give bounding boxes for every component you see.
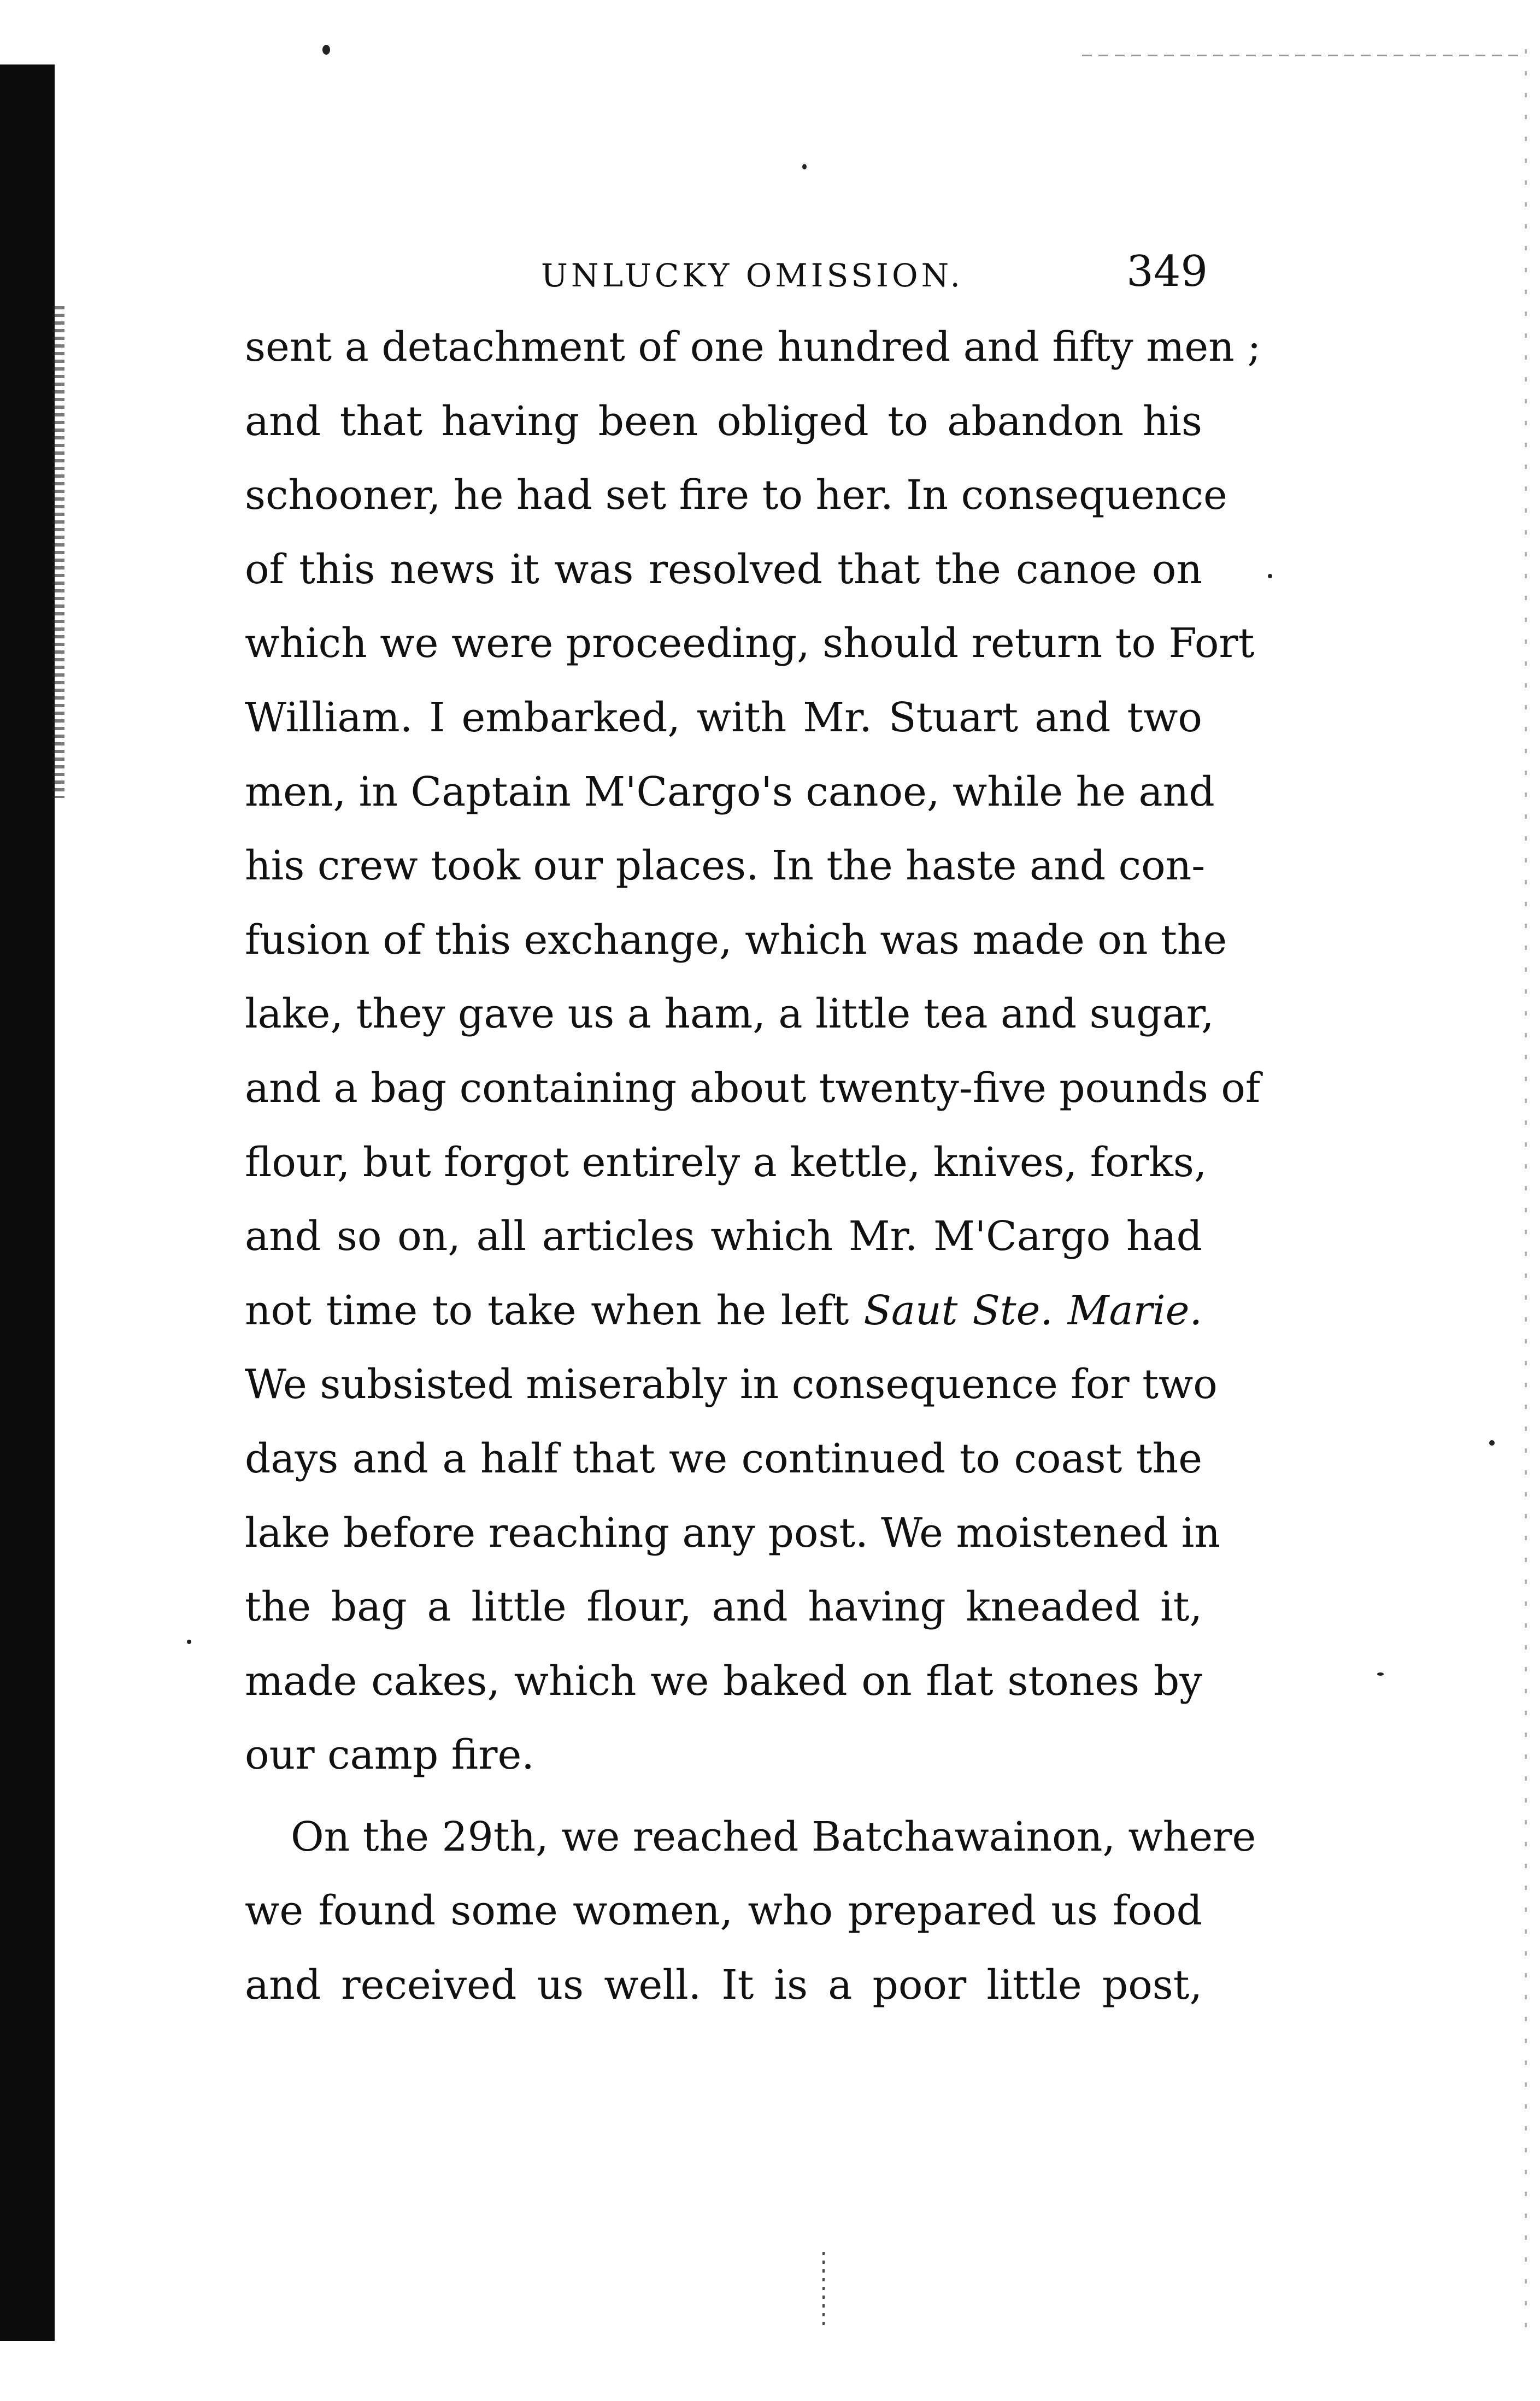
- scan-speck: [1377, 1672, 1384, 1676]
- text-line: and that having been obliged to abandon his: [245, 397, 1202, 445]
- body-text: [245, 310, 1261, 2023]
- text-line: lake, they gave us a ham, a little tea and sugar,: [245, 990, 1214, 1038]
- text-line: [245, 1274, 1202, 1348]
- text-line: We subsisted miserably in consequence for two: [245, 1361, 1218, 1408]
- page-number: 349: [1126, 247, 1208, 296]
- scan-speck: [322, 45, 330, 55]
- text-run: not time to take when he left: [245, 1287, 864, 1334]
- running-head: [246, 247, 1208, 302]
- text-line: and a bag containing about twenty-five pounds of: [245, 1064, 1261, 1112]
- binding-fray: [52, 306, 64, 798]
- text-line: days and a half that we continued to coast the: [245, 1435, 1202, 1482]
- text-line: and received us well. It is a poor little post,: [245, 1962, 1202, 2009]
- paragraph: [245, 310, 1261, 1793]
- place-name-italic: Saut Ste. Marie.: [863, 1287, 1202, 1334]
- text-line: made cakes, which we baked on flat stones by: [245, 1657, 1202, 1705]
- page-edge-marks: [1525, 49, 1527, 2345]
- text-line: which we were proceeding, should return to Fort: [245, 620, 1255, 667]
- scan-speck: [822, 2252, 825, 2328]
- chapter-heading: UNLUCKY OMISSION.: [541, 257, 963, 294]
- text-line: lake before reaching any post. We moistened in: [245, 1509, 1221, 1557]
- scan-speck: [187, 1640, 191, 1644]
- text-line: of this news it was resolved that the canoe on: [245, 545, 1202, 593]
- text-line: fusion of this exchange, which was made on the: [245, 916, 1227, 964]
- text-line: men, in Captain M'Cargo's canoe, while he and: [245, 768, 1215, 815]
- scan-speck: [802, 164, 807, 169]
- text-line: schooner, he had set fire to her. In consequence: [245, 472, 1227, 519]
- text-line: sent a detachment of one hundred and fifty men ;: [245, 324, 1261, 371]
- text-line: and so on, all articles which Mr. M'Cargo had: [245, 1213, 1202, 1260]
- text-line: flour, but forgot entirely a kettle, knives, forks,: [245, 1138, 1207, 1186]
- paragraph: [245, 1800, 1256, 2023]
- binding-edge: [0, 64, 55, 2341]
- text-line: William. I embarked, with Mr. Stuart and two: [245, 694, 1202, 741]
- text-line: On the 29th, we reached Batchawainon, where: [291, 1813, 1256, 1860]
- text-line: we found some women, who prepared us food: [245, 1887, 1202, 1935]
- scan-speck: [1268, 574, 1272, 578]
- scan-speck: [1489, 1440, 1495, 1446]
- top-edge-marks: [1082, 55, 1519, 56]
- text-line: his crew took our places. In the haste and con-: [245, 842, 1206, 890]
- text-line: our camp fire.: [245, 1731, 534, 1779]
- text-line: the bag a little flour, and having kneaded it,: [245, 1583, 1202, 1631]
